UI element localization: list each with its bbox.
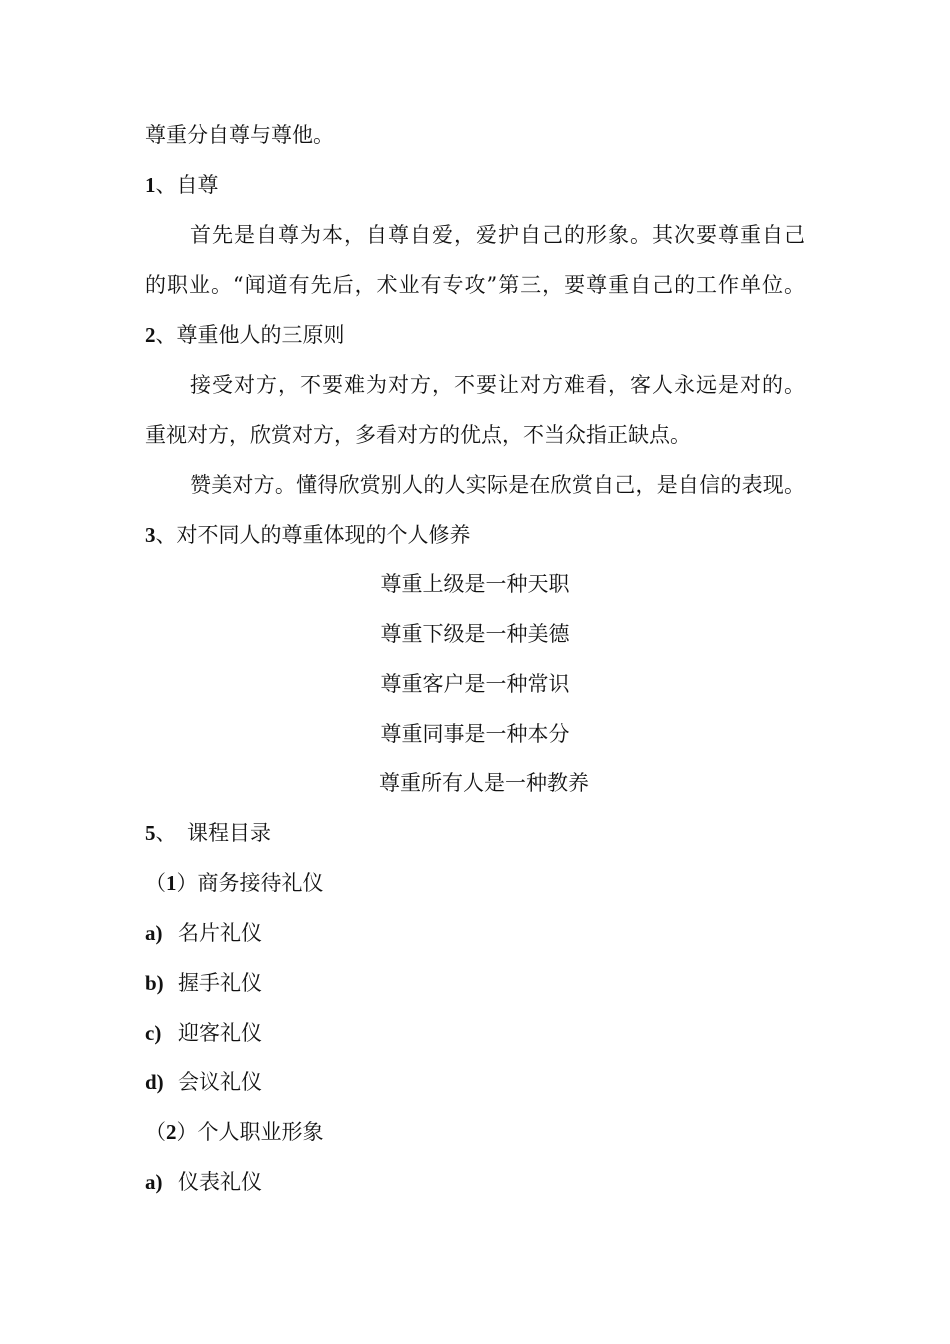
section-number: 3 [145,523,156,547]
list-item [145,968,262,998]
list-text: 握手礼仪 [178,971,262,995]
section-number: 5 [145,821,156,845]
list-text: 名片礼仪 [178,921,262,945]
section-title: 、尊重他人的三原则 [155,323,345,347]
paragraph-2a: 接受对方，不要难为对方，不要让对方难看，客人永远是对的。 [190,373,805,397]
group-title: ）商务接待礼仪 [176,871,324,895]
list-item [145,1018,262,1048]
section-title: 、对不同人的尊重体现的个人修养 [155,523,471,547]
paragraph-2b: 重视对方，欣赏对方，多看对方的优点，不当众指正缺点。 [145,423,691,447]
section-title: 、 课程目录 [155,821,271,845]
paragraph-2c: 赞美对方。懂得欣赏别人的人实际是在欣赏自己，是自信的表现。 [190,473,805,497]
list-label: d) [145,1070,164,1094]
paren-open: （ [145,1120,166,1144]
list-text: 会议礼仪 [178,1070,262,1094]
section-number: 1 [145,173,156,197]
paren-open: （ [145,871,166,895]
section-1-heading [145,170,219,200]
list-label: a) [145,921,163,945]
list-label: c) [145,1021,162,1045]
group-number: 1 [166,871,177,895]
list-item [145,1167,262,1197]
list-text: 仪表礼仪 [178,1170,262,1194]
verse-line: 尊重所有人是一种教养 [379,771,589,795]
list-label: a) [145,1170,163,1194]
verse-line: 尊重同事是一种本分 [380,722,570,746]
verse-line: 尊重客户是一种常识 [380,672,570,696]
verse-line: 尊重下级是一种美德 [380,622,570,646]
list-item [145,1067,262,1097]
intro-line [145,120,334,150]
section-5-heading [145,818,271,848]
section-title: 、自尊 [155,173,219,197]
group-1-heading [145,868,324,898]
group-number: 2 [166,1120,177,1144]
section-number: 2 [145,323,156,347]
paragraph-1a: 首先是自尊为本，自尊自爱，爱护自己的形象。其次要尊重自己 [190,223,805,247]
list-text: 迎客礼仪 [178,1021,262,1045]
verse-line: 尊重上级是一种天职 [380,572,570,596]
group-2-heading [145,1117,324,1147]
list-item [145,918,262,948]
section-2-heading [145,320,345,350]
paragraph-1b: 的职业。“闻道有先后，术业有专攻”第三，要尊重自己的工作单位。 [145,273,805,297]
intro-text: 尊重分自尊与尊他。 [145,123,334,147]
section-3-heading [145,520,471,550]
list-label: b) [145,971,164,995]
group-title: ）个人职业形象 [176,1120,324,1144]
